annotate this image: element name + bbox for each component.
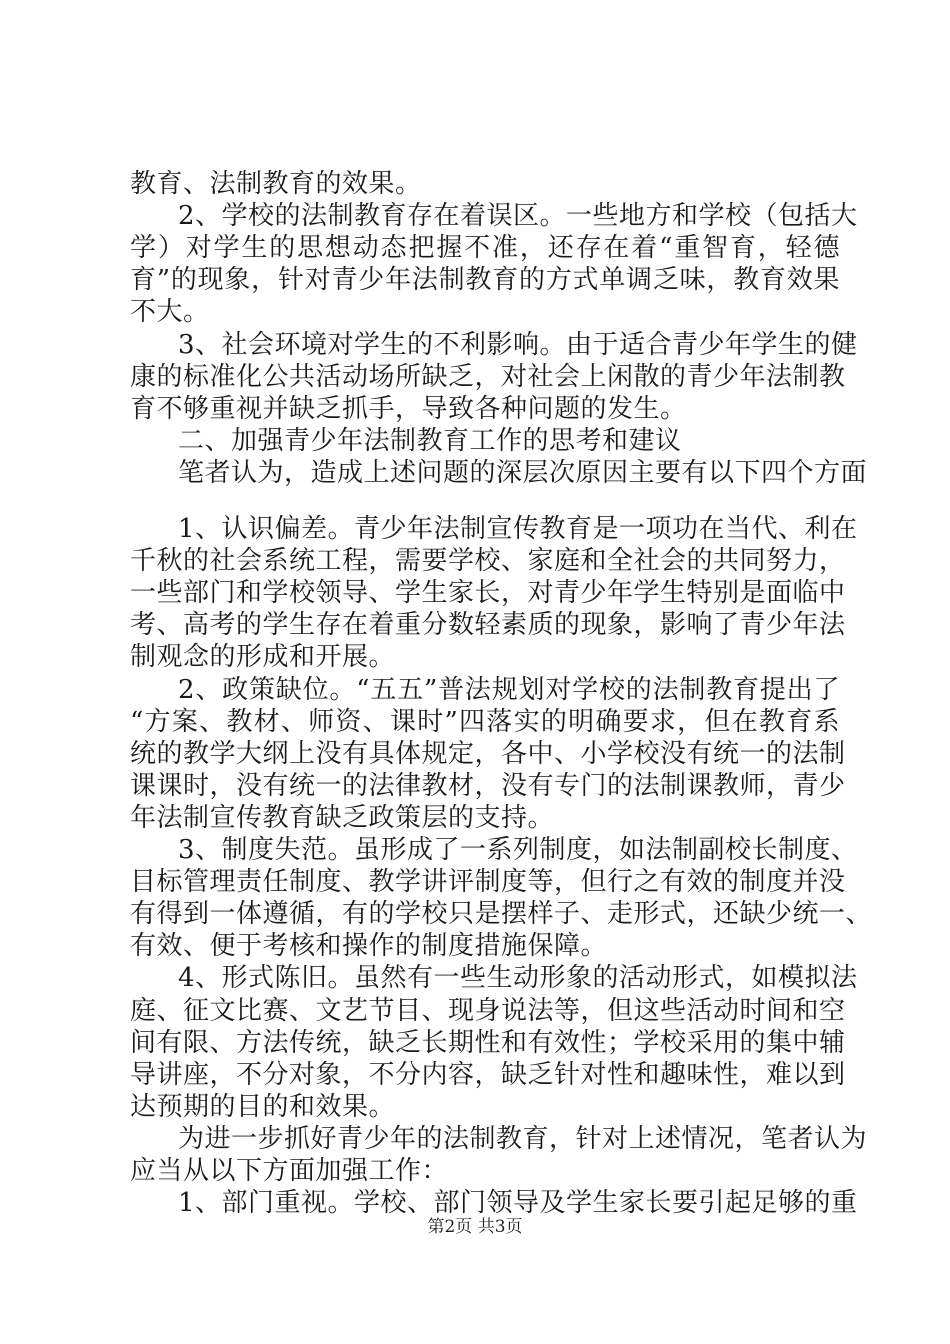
body-text-line: 教育、法制教育的效果。 (130, 169, 422, 199)
body-text-line: 考、高考的学生存在着重分数轻素质的现象，影响了青少年法 (130, 610, 846, 641)
body-text-line: 达预期的目的和效果。 (130, 1091, 396, 1122)
body-text-line: 育”的现象，针对青少年法制教育的方式单调乏味，教育效果 (130, 265, 840, 296)
section-heading: 二、加强青少年法制教育工作的思考和建议 (178, 425, 682, 456)
body-text-line: 不大。 (130, 297, 210, 328)
body-text-line: 制观念的形成和开展。 (130, 642, 396, 673)
body-text-line: 康的标准化公共活动场所缺乏，对社会上闲散的青少年法制教 (130, 361, 846, 392)
body-text-line: “方案、教材、师资、课时”四落实的明确要求，但在教育系 (130, 706, 840, 737)
body-text-line: 为进一步抓好青少年的法制教育，针对上述情况，笔者认为 (178, 1123, 868, 1154)
body-text-line: 育不够重视并缺乏抓手，导致各种问题的发生。 (130, 393, 687, 424)
body-text-line: 2、政策缺位。“五五”普法规划对学校的法制教育提出了 (178, 674, 840, 705)
body-text-line: 目标管理责任制度、教学讲评制度等，但行之有效的制度并没 (130, 867, 846, 898)
body-text-line: 3、社会环境对学生的不利影响。由于适合青少年学生的健 (178, 329, 858, 360)
body-text-line: 2、学校的法制教育存在着误区。一些地方和学校（包括大 (178, 201, 858, 232)
body-text-line: 应当从以下方面加强工作： (130, 1156, 449, 1186)
body-text-line: 4、形式陈旧。虽然有一些生动形象的活动形式，如模拟法 (178, 963, 858, 994)
body-text-line: 千秋的社会系统工程，需要学校、家庭和全社会的共同努力， (130, 546, 846, 577)
body-text-line: 间有限、方法传统，缺乏长期性和有效性；学校采用的集中辅 (130, 1027, 846, 1058)
body-text-line: 年法制宣传教育缺乏政策层的支持。 (130, 802, 555, 833)
body-text-line: 有得到一体遵循，有的学校只是摆样子、走形式，还缺少统一、 (130, 899, 873, 930)
body-text-line: 课课时，没有统一的法律教材，没有专门的法制课教师，青少 (130, 770, 846, 801)
body-text-line: 1、部门重视。学校、部门领导及学生家长要引起足够的重 (178, 1188, 858, 1219)
body-text-line: 统的教学大纲上没有具体规定，各中、小学校没有统一的法制 (130, 738, 846, 769)
body-text-line: 3、制度失范。虽形成了一系列制度，如法制副校长制度、 (178, 835, 858, 865)
body-text-line: 导讲座，不分对象，不分内容，缺乏针对性和趣味性，难以到 (130, 1059, 846, 1090)
page-footer: 第2页 共3页 (427, 1217, 523, 1237)
body-text-line: 学）对学生的思想动态把握不准，还存在着“重智育，轻德 (130, 233, 840, 264)
body-text-line: 1、认识偏差。青少年法制宣传教育是一项功在当代、利在 (178, 514, 858, 544)
body-text-line: 一些部门和学校领导、学生家长，对青少年学生特别是面临中 (130, 578, 846, 609)
body-text-line: 有效、便于考核和操作的制度措施保障。 (130, 931, 608, 962)
body-text-line: 笔者认为，造成上述问题的深层次原因主要有以下四个方面 (178, 457, 868, 488)
body-text-line: 庭、征文比赛、文艺节目、现身说法等，但这些活动时间和空 (130, 995, 846, 1026)
